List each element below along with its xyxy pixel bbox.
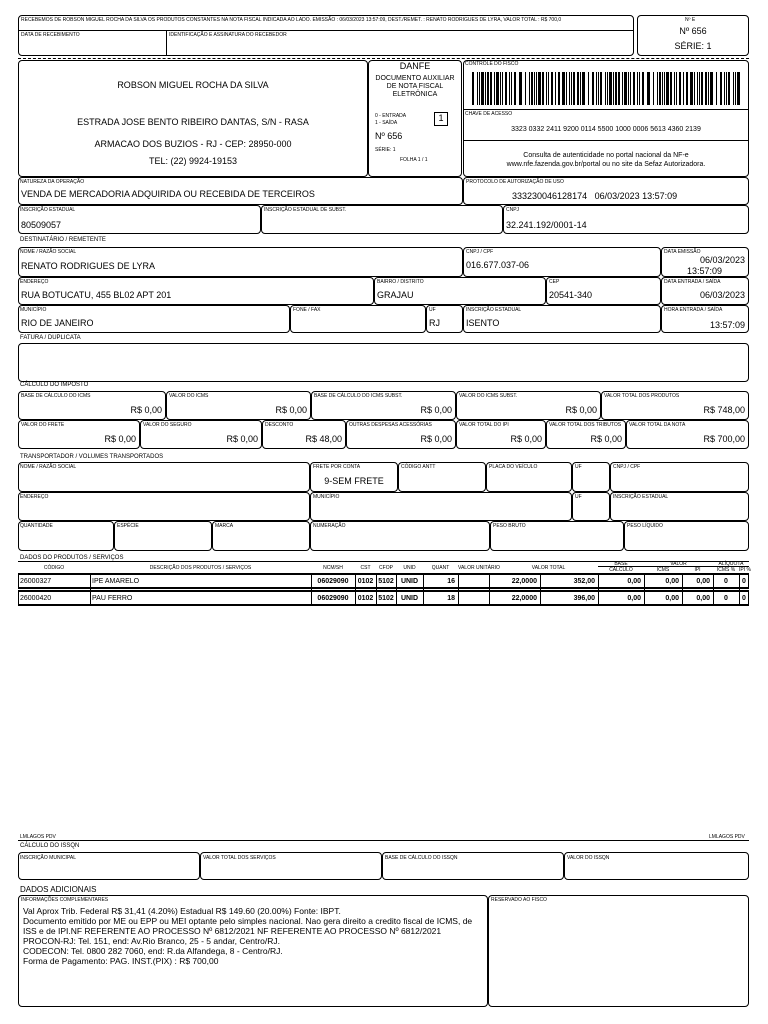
- tax2-value: R$ 48,00: [305, 434, 342, 444]
- barcode-bar: [657, 72, 658, 105]
- danfe-number: Nº 656: [375, 131, 403, 141]
- barcode-bar: [502, 72, 503, 105]
- barcode-bar: [674, 72, 675, 105]
- footer-mark-left: LMLAGOS PDV: [20, 834, 56, 840]
- danfe-subtitle: DOCUMENTO AUXILIAR DE NOTA FISCAL ELETRÔNICA: [375, 75, 455, 98]
- table-header-code: CÓDIGO: [43, 565, 65, 571]
- reserved-box: [488, 895, 749, 1007]
- product-cell-cst: 0102: [357, 578, 374, 585]
- product-cell-ipi_pct: 0: [742, 595, 746, 602]
- product-cell-ncm: 06029090: [317, 578, 349, 585]
- product-cell-icms: 0,00: [665, 578, 679, 585]
- barcode-bar: [534, 72, 535, 105]
- barcode-bar: [490, 72, 492, 105]
- ie-value: 80509057: [21, 220, 62, 230]
- table-header-base-sub: CÁLCULO: [609, 567, 633, 573]
- barcode-bar: [647, 72, 650, 105]
- freight-label: FRETE POR CONTA: [313, 464, 361, 470]
- tax2-value: R$ 0,00: [420, 434, 452, 444]
- barcode-bar: [538, 72, 541, 105]
- recipient-name: RENATO RODRIGUES DE LYRA: [21, 261, 156, 271]
- barcode-bar: [569, 72, 570, 105]
- tax2-label: VALOR TOTAL DA NOTA: [629, 422, 686, 428]
- table-header-desc: DESCRIÇÃO DOS PRODUTOS / SERVIÇOS: [149, 565, 252, 571]
- recipient-city-label: MUNICÍPIO: [20, 307, 47, 313]
- barcode-bar: [666, 72, 669, 105]
- barcode-bar: [600, 72, 602, 105]
- barcode-bar: [735, 72, 736, 105]
- table-header-cst: CST: [360, 565, 371, 571]
- invoice-box: [18, 343, 749, 382]
- barcode-bar: [546, 72, 547, 105]
- tax1-value: R$ 0,00: [275, 405, 307, 415]
- product-cell-icms_pct: 0: [724, 595, 728, 602]
- transport-section: TRANSPORTADOR / VOLUMES TRANSPORTADOS: [20, 454, 164, 460]
- cut-line: [18, 58, 749, 59]
- tax2-value: R$ 0,00: [104, 434, 136, 444]
- tax1-value: R$ 748,00: [703, 405, 745, 415]
- barcode-bar: [500, 72, 501, 105]
- barcode-bar: [577, 72, 579, 105]
- receipt-nfe-label: Nº E: [685, 17, 696, 23]
- access-key-label: CHAVE DE ACESSO: [465, 111, 513, 117]
- issqn-section: CÁLCULO DO ISSQN: [20, 843, 80, 849]
- emission-label: DATA EMISSÃO: [664, 249, 701, 255]
- table-header-split: [598, 566, 749, 567]
- danfe-page: FOLHA 1 / 1: [400, 157, 428, 163]
- product-cell-base: 0,00: [627, 595, 641, 602]
- barcode-bar: [613, 72, 614, 105]
- control-label: CONTROLE DO FISCO: [465, 61, 519, 67]
- ie-st-label: INSCRIÇÃO ESTADUAL DE SUBST.: [264, 207, 347, 213]
- table-header-aliq: ALÍQUOTA: [718, 561, 744, 567]
- recipient-doc-label: CNPJ / CPF: [466, 249, 494, 255]
- barcode-bar: [624, 72, 627, 105]
- table-header-ipi: IPI: [694, 567, 701, 573]
- nature-label: NATUREZA DA OPERAÇÃO: [20, 179, 85, 185]
- barcode-bar: [737, 72, 740, 105]
- exit-time: 13:57:09: [709, 320, 745, 330]
- products-table: [18, 561, 749, 605]
- receipt-signature-label: IDENTIFICAÇÃO E ASSINATURA DO RECEBEDOR: [169, 32, 287, 38]
- consult-text: Consulta de autenticidade no portal nacional da NF-e www.nfe.fazenda.gov.br/portal ou no site da Sefaz Autorizadora.: [506, 152, 706, 168]
- recipient-address-label: ENDEREÇO: [20, 279, 49, 285]
- transport-uf-label: UF: [575, 464, 582, 470]
- product-cell-total: 396,00: [573, 595, 595, 602]
- barcode-bar: [562, 72, 565, 105]
- issqn-value-label: VALOR DO ISSQN: [567, 855, 610, 861]
- tax2-label: VALOR DO FRETE: [21, 422, 65, 428]
- exit-date-label: DATA ENTRADA / SAÍDA: [664, 279, 721, 285]
- barcode-bar: [573, 72, 575, 105]
- barcode-bar: [664, 72, 665, 105]
- transport-ie-label: INSCRIÇÃO ESTADUAL: [613, 494, 669, 500]
- barcode-bar: [536, 72, 537, 105]
- barcode-bar: [580, 72, 581, 105]
- danfe-title: DANFE: [399, 61, 431, 71]
- barcode-bar: [514, 72, 516, 105]
- product-cell-ncm: 06029090: [317, 595, 349, 602]
- transport-name-label: NOME / RAZÃO SOCIAL: [20, 464, 77, 470]
- info-label: INFORMAÇÕES COMPLEMENTARES: [21, 897, 109, 903]
- recipient-address: RUA BOTUCATU, 455 BL02 APT 201: [21, 290, 172, 300]
- ie-label: INSCRIÇÃO ESTADUAL: [20, 207, 76, 213]
- barcode-bar: [630, 72, 631, 105]
- tax-section: CÁLCULO DO IMPOSTO: [20, 382, 89, 388]
- barcode-bar: [494, 72, 495, 105]
- product-cell-code: 26000420: [20, 595, 52, 602]
- plate-label: PLACA DO VEÍCULO: [489, 464, 538, 470]
- product-cell-unit: UNID: [400, 578, 419, 585]
- barcode-bar: [642, 72, 644, 105]
- issuer-city: ARMACAO DOS BUZIOS - RJ - CEP: 28950-000: [94, 139, 292, 149]
- cnpj-value: 32.241.192/0001-14: [506, 220, 587, 230]
- barcode-bar: [659, 72, 661, 105]
- danfe-entry: 0 - ENTRADA: [375, 113, 407, 119]
- barcode-bar: [551, 72, 553, 105]
- product-cell-code: 26000327: [20, 578, 52, 585]
- transport-address-label: ENDEREÇO: [20, 494, 49, 500]
- barcode-bar: [679, 72, 681, 105]
- issqn-base-label: BASE DE CÁLCULO DO ISSQN: [385, 855, 458, 861]
- barcode-bar: [531, 72, 533, 105]
- barcode-bar: [724, 72, 725, 105]
- danfe-type: 1: [438, 113, 444, 123]
- uf-label: UF: [429, 307, 436, 313]
- barcode-bar: [505, 72, 507, 105]
- barcode-bar: [733, 72, 734, 105]
- receipt-series: SÉRIE: 1: [674, 41, 712, 51]
- product-cell-qty: 16: [447, 578, 455, 585]
- recipient-doc: 016.677.037-06: [466, 260, 530, 270]
- tax1-label: VALOR DO ICMS SUBST.: [459, 393, 518, 399]
- table-header-ipi-pct: IPI %: [739, 567, 751, 573]
- transport-address-box: [18, 492, 310, 521]
- table-header-icms: ICMS: [656, 567, 670, 573]
- barcode-bar: [701, 72, 703, 105]
- transport-uf2-label: UF: [575, 494, 582, 500]
- transport-city-box: [310, 492, 572, 521]
- exit-time-label: HORA ENTRADA / SAÍDA: [664, 307, 723, 313]
- protocol-label: PROTOCOLO DE AUTORIZAÇÃO DE USO: [466, 179, 564, 185]
- brand-label: MARCA: [215, 523, 234, 529]
- product-cell-unit_price: 22,0000: [511, 578, 537, 585]
- barcode-bar: [615, 72, 617, 105]
- barcode-bar: [529, 72, 530, 105]
- issuer-name: ROBSON MIGUEL ROCHA DA SILVA: [117, 80, 269, 90]
- issuer-address: ESTRADA JOSE BENTO RIBEIRO DANTAS, S/N - RASA: [77, 117, 309, 127]
- tax1-label: VALOR DO ICMS: [169, 393, 209, 399]
- barcode-bar: [690, 72, 693, 105]
- tax1-label: BASE DE CÁLCULO DO ICMS SUBST.: [314, 393, 403, 399]
- barcode-bar: [558, 72, 560, 105]
- transport-doc-label: CNPJ / CPF: [613, 464, 641, 470]
- barcode-bar: [555, 72, 556, 105]
- cep-label: CEP: [549, 279, 560, 285]
- barcode-bar: [481, 72, 484, 105]
- barcode-bar: [509, 72, 510, 105]
- tax2-label: VALOR DO SEGURO: [143, 422, 192, 428]
- table-header-total: VALOR TOTAL: [531, 565, 566, 571]
- product-cell-desc: PAU FERRO: [92, 595, 133, 602]
- barcode-bar: [622, 72, 623, 105]
- protocol-value: 333230046128174 06/03/2023 13:57:09: [512, 191, 678, 201]
- uf: RJ: [429, 318, 440, 328]
- table-header-unit_price: VALOR UNITÁRIO: [458, 565, 500, 571]
- district-label: BAIRRO / DISTRITO: [377, 279, 424, 285]
- freight-value: 9-SEM FRETE: [324, 476, 384, 486]
- receipt-statement: RECEBEMOS DE ROBSON MIGUEL ROCHA DA SILVA OS PRODUTOS CONSTANTES NA NOTA FISCAL INDICADA AO LADO. EMISSÃO : 06/03/2023 13:57:09, DEST./REMET. : RENATO RODRIGUES DE LYRA, VALOR TOTAL : R$ 700,0: [21, 17, 562, 23]
- cnpj-label: CNPJ: [506, 207, 520, 213]
- net-weight-label: PESO LÍQUIDO: [627, 523, 663, 529]
- barcode-bar: [653, 72, 654, 105]
- barcode-bar: [686, 72, 688, 105]
- product-cell-unit_price: 22,0000: [511, 595, 537, 602]
- product-cell-cfop: 5102: [378, 578, 394, 585]
- barcode-bar: [697, 72, 698, 105]
- tax2-value: R$ 0,00: [226, 434, 258, 444]
- barcode-bar: [496, 72, 499, 105]
- barcode-bar: [477, 72, 478, 105]
- tax2-label: VALOR TOTAL DO IPI: [459, 422, 509, 428]
- product-cell-icms: 0,00: [665, 595, 679, 602]
- tax2-label: OUTRAS DESPESAS ACESSÓRIAS: [349, 422, 432, 428]
- barcode-bar: [472, 72, 474, 105]
- tax2-value: R$ 700,00: [703, 434, 745, 444]
- barcode-bar: [694, 72, 695, 105]
- recipient-section: DESTINATÁRIO / REMETENTE: [20, 237, 106, 243]
- barcode-bar: [592, 72, 594, 105]
- products-section: DADOS DO PRODUTOS / SERVIÇOS: [20, 555, 124, 561]
- table-header-icms-pct: ICMS %: [716, 567, 736, 573]
- product-cell-cfop: 5102: [378, 595, 394, 602]
- barcode-bar: [726, 72, 727, 105]
- tax1-value: R$ 0,00: [130, 405, 162, 415]
- barcode-bar: [716, 72, 717, 105]
- table-header-base: BASE: [614, 561, 628, 567]
- recipient-city: RIO DE JANEIRO: [21, 318, 94, 328]
- numbering-label: NUMERAÇÃO: [313, 523, 346, 529]
- barcode-bar: [609, 72, 612, 105]
- tax1-value: R$ 0,00: [420, 405, 452, 415]
- barcode-bar: [676, 72, 677, 105]
- emission-time: 13:57:09: [686, 266, 722, 276]
- tax2-value: R$ 0,00: [590, 434, 622, 444]
- table-header-qty: QUANT: [431, 565, 450, 571]
- qty-label: QUANTIDADE: [20, 523, 53, 529]
- barcode-bar: [542, 72, 544, 105]
- tax1-label: VALOR TOTAL DOS PRODUTOS: [604, 393, 680, 399]
- tax2-value: R$ 0,00: [510, 434, 542, 444]
- barcode-bar: [683, 72, 684, 105]
- barcode-bar: [566, 72, 567, 105]
- tax1-value: R$ 0,00: [565, 405, 597, 415]
- product-cell-base: 0,00: [627, 578, 641, 585]
- product-cell-cst: 0102: [357, 595, 374, 602]
- barcode-bar: [519, 72, 522, 105]
- barcode-bar: [710, 72, 713, 105]
- product-cell-desc: IPE AMARELO: [92, 578, 140, 585]
- barcode-bar: [605, 72, 606, 105]
- recipient-name-label: NOME / RAZÃO SOCIAL: [20, 249, 77, 255]
- tax2-label: DESCONTO: [265, 422, 294, 428]
- access-key-barcode: [472, 72, 742, 105]
- barcode-bar: [618, 72, 620, 105]
- footer-mark-right: LMLAGOS PDV: [709, 834, 745, 840]
- product-cell-ipi_pct: 0: [742, 578, 746, 585]
- services-label: VALOR TOTAL DOS SERVIÇOS: [203, 855, 276, 861]
- barcode-bar: [596, 72, 597, 105]
- barcode-bar: [728, 72, 730, 105]
- gross-weight-label: PESO BRUTO: [493, 523, 526, 529]
- additional-section: DADOS ADICIONAIS: [20, 885, 97, 894]
- danfe-series: SÉRIE: 1: [375, 147, 396, 153]
- barcode-bar: [670, 72, 672, 105]
- nature-value: VENDA DE MERCADORIA ADQUIRIDA OU RECEBIDA DE TERCEIROS: [21, 189, 315, 199]
- product-cell-total: 352,00: [573, 578, 595, 585]
- info-text: Val Aprox Trib. Federal R$ 31,41 (4.20%) Estadual R$ 149.60 (20.00%) Fonte: IBPT. Documento emitido por ME ou EPP ou MEI optante pelo simples nacional. Nao gera direito a credito fiscal de ICMS, de ISS e de IPI.NF REFERENTE AO PROCESSO Nº 6812/2021 NF REFERENTE AO PROCESSO Nº 6812/2021 PROCON-RJ: Tel. 151, end: Av.Rio Branco, 25 - 5 andar, Centro/RJ. CODECON: Tel. 0800 282 7060, end: R.da Alfandega, 8 - Centro/RJ. Forma de Pagamento: PAG. INST.(PIX) : R$ 700,00: [23, 906, 473, 966]
- barcode-bar: [487, 72, 489, 105]
- antt-label: CÓDIGO ANTT: [401, 464, 436, 470]
- barcode-bar: [598, 72, 599, 105]
- tax2-label: VALOR TOTAL DOS TRIBUTOS: [549, 422, 622, 428]
- danfe-exit: 1 - SAÍDA: [375, 120, 398, 126]
- invoice-section: FATURA / DUPLICATA: [20, 335, 81, 341]
- recipient-ie-label: INSCRIÇÃO ESTADUAL: [466, 307, 522, 313]
- recipient-ie: ISENTO: [466, 318, 500, 328]
- barcode-bar: [571, 72, 572, 105]
- reserved-label: RESERVADO AO FISCO: [491, 897, 547, 903]
- product-cell-ipi: 0,00: [696, 578, 710, 585]
- barcode-bar: [705, 72, 707, 105]
- product-cell-qty: 18: [447, 595, 455, 602]
- table-header-ncm: NCM/SH: [323, 565, 343, 571]
- product-cell-unit: UNID: [400, 595, 419, 602]
- barcode-bar: [588, 72, 589, 105]
- cep: 20541-340: [549, 290, 593, 300]
- barcode-bar: [548, 72, 549, 105]
- barcode-bar: [582, 72, 585, 105]
- table-header-valor: VALOR: [670, 561, 687, 567]
- product-cell-icms_pct: 0: [724, 578, 728, 585]
- barcode-bar: [633, 72, 635, 105]
- table-header-cfop: CFOP: [379, 565, 393, 571]
- barcode-bar: [662, 72, 663, 105]
- receipt-date-label: DATA DE RECEBIMENTO: [21, 32, 80, 38]
- access-key: 3323 0332 2411 9200 0114 5500 1000 0006 5613 4360 2139: [511, 126, 701, 133]
- species-label: ESPÉCIE: [117, 523, 139, 529]
- emission-date: 06/03/2023: [699, 255, 745, 265]
- barcode-bar: [628, 72, 629, 105]
- barcode-bar: [485, 72, 486, 105]
- barcode-bar: [708, 72, 709, 105]
- barcode-bar: [511, 72, 512, 105]
- tax1-label: BASE DE CÁLCULO DO ICMS: [21, 393, 91, 399]
- exit-date: 06/03/2023: [699, 290, 745, 300]
- barcode-bar: [525, 72, 526, 105]
- barcode-bar: [639, 72, 640, 105]
- table-header-unit: UNID: [403, 565, 416, 571]
- issuer-phone: TEL: (22) 9924-19153: [148, 156, 238, 166]
- barcode-bar: [699, 72, 700, 105]
- district: GRAJAU: [377, 290, 414, 300]
- barcode-bar: [607, 72, 608, 105]
- barcode-bar: [720, 72, 722, 105]
- municipal-label: INSCRIÇÃO MUNICIPAL: [20, 855, 77, 861]
- product-cell-ipi: 0,00: [696, 595, 710, 602]
- barcode-bar: [479, 72, 480, 105]
- barcode-bar: [637, 72, 638, 105]
- transport-city-label: MUNICÍPIO: [313, 494, 340, 500]
- receipt-number: Nº 656: [679, 26, 707, 36]
- phone-label: FONE / FAX: [293, 307, 321, 313]
